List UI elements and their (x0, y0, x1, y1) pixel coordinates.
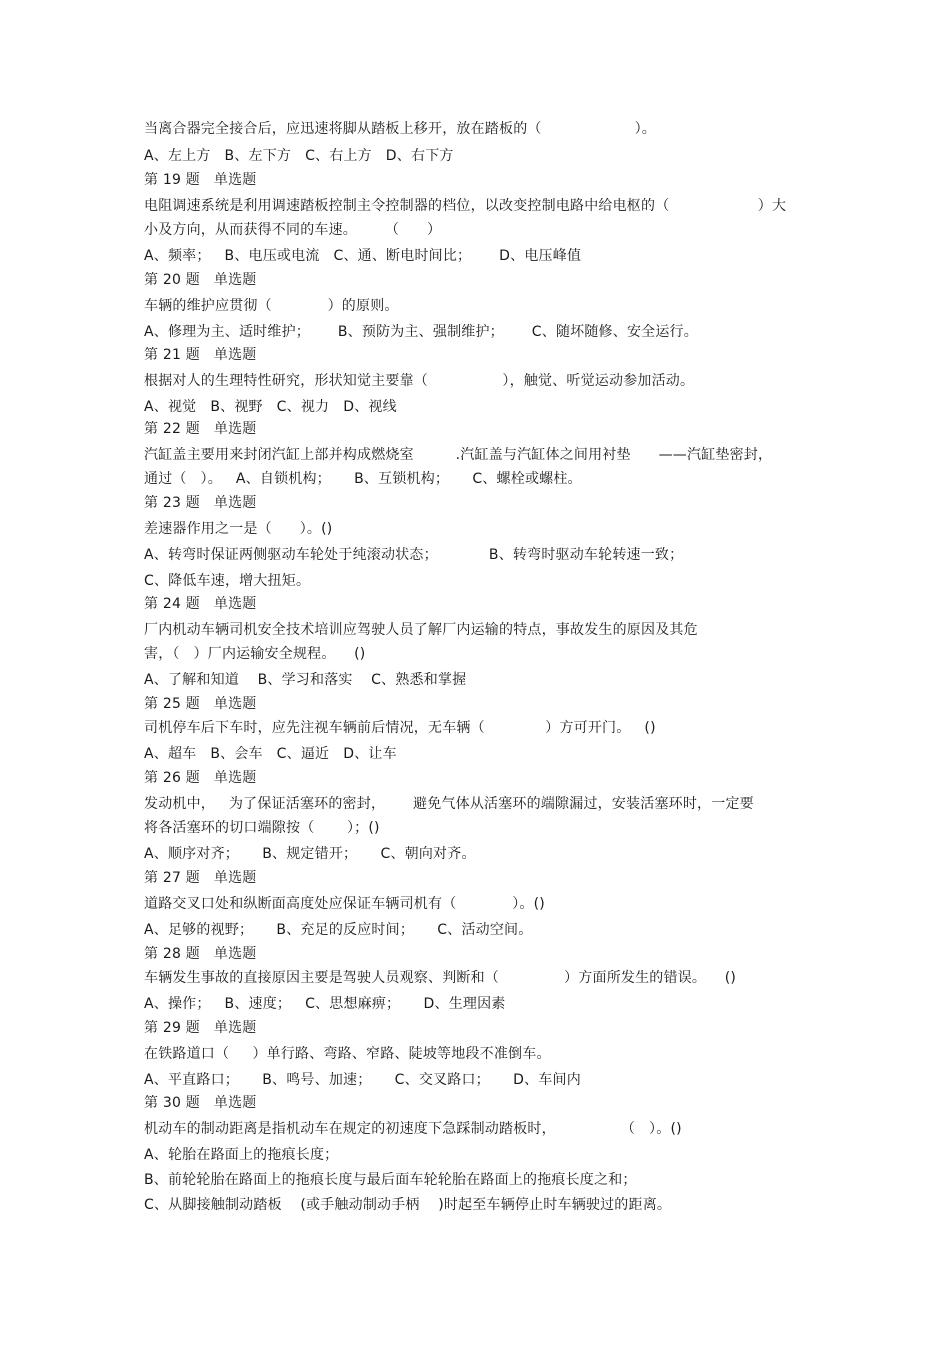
question-header: 第 24 题 单选题 (144, 596, 257, 612)
question-text: 根据对人的生理特性研究，形状知觉主要靠（ ），触觉、听觉运动参加活动。 (144, 373, 695, 389)
answer-options: C、降低车速，增大扭矩。 (144, 573, 311, 589)
question-text: 当离合器完全接合后，应迅速将脚从踏板上移开，放在踏板的（ ）。 (144, 121, 657, 137)
question-text: 车辆的维护应贯彻（ ）的原则。 (144, 298, 399, 314)
question-header: 第 21 题 单选题 (144, 347, 257, 363)
answer-options: A、视觉 B、视野 C、视力 D、视线 (144, 399, 397, 415)
answer-options: B、前轮轮胎在路面上的拖痕长度与最后面车轮轮胎在路面上的拖痕长度之和； (144, 1172, 637, 1188)
question-text: 汽缸盖主要用来封闭汽缸上部并构成燃烧室 .汽缸盖与汽缸体之间用衬垫 ——汽缸垫密封， (144, 447, 773, 463)
question-header: 第 23 题 单选题 (144, 495, 257, 511)
question-text: 小及方向，从而获得不同的车速。 （ ） (144, 222, 442, 238)
answer-options: A、左上方 B、左下方 C、右上方 D、右下方 (144, 148, 454, 164)
answer-options: A、轮胎在路面上的拖痕长度； (144, 1147, 339, 1163)
answer-options: A、顺序对齐； B、规定错开； C、朝向对齐。 (144, 846, 476, 862)
question-text: 厂内机动车辆司机安全技术培训应驾驶人员了解厂内运输的特点，事故发生的原因及其危 (144, 622, 698, 638)
answer-options: A、了解和知道 B、学习和落实 C、熟悉和掌握 (144, 672, 467, 688)
question-text: 发动机中， 为了保证活塞环的密封， 避免气体从活塞环的端隙漏过，安装活塞环时，一定要 (144, 796, 754, 812)
question-header: 第 19 题 单选题 (144, 172, 257, 188)
answer-options: A、操作； B、速度； C、思想麻痹； D、生理因素 (144, 996, 506, 1012)
answer-options: A、平直路口； B、鸣号、加速； C、交叉路口； D、车间内 (144, 1072, 581, 1088)
answer-options: A、足够的视野； B、充足的反应时间； C、活动空间。 (144, 922, 533, 938)
question-header: 第 28 题 单选题 (144, 946, 257, 962)
question-header: 第 26 题 单选题 (144, 770, 257, 786)
question-header: 第 20 题 单选题 (144, 272, 257, 288)
question-text: 车辆发生事故的直接原因主要是驾驶人员观察、判断和（ ）方面所发生的错误。 () (144, 970, 737, 986)
question-header: 第 25 题 单选题 (144, 696, 257, 712)
question-text: 差速器作用之一是（ ）。() (144, 521, 333, 537)
question-header: 第 30 题 单选题 (144, 1095, 257, 1111)
answer-options: A、转弯时保证两侧驱动车轮处于纯滚动状态； B、转弯时驱动车轮转速一致； (144, 547, 684, 563)
question-header: 第 29 题 单选题 (144, 1020, 257, 1036)
answer-options: A、频率； B、电压或电流 C、通、断电时间比； D、电压峰值 (144, 248, 582, 264)
question-text: 在铁路道口（ ）单行路、弯路、窄路、陡坡等地段不准倒车。 (144, 1046, 551, 1062)
question-header: 第 22 题 单选题 (144, 421, 257, 437)
answer-options: C、从脚接触制动踏板 (或手触动制动手柄 )时起至车辆停止时车辆驶过的距离。 (144, 1197, 672, 1213)
answer-options: A、超车 B、会车 C、逼近 D、让车 (144, 746, 397, 762)
question-text: 将各活塞环的切口端隙按（ ）；() (144, 820, 380, 836)
question-text: 机动车的制动距离是指机动车在规定的初速度下急踩制动踏板时， （ ）。() (144, 1121, 682, 1137)
answer-options: A、修理为主、适时维护； B、预防为主、强制维护； C、随坏随修、安全运行。 (144, 324, 698, 340)
question-text: 害，（ ）厂内运输安全规程。 () (144, 646, 366, 662)
question-header: 第 27 题 单选题 (144, 870, 257, 886)
question-text: 通过（ ）。 A、自锁机构； B、互锁机构； C、螺栓或螺柱。 (144, 471, 582, 487)
question-text: 电阻调速系统是利用调速踏板控制主令控制器的档位，以改变控制电路中给电枢的（ ）大 (144, 198, 787, 214)
question-text: 司机停车后下车时，应先注视车辆前后情况，无车辆（ ）方可开门。 () (144, 720, 656, 736)
question-text: 道路交叉口处和纵断面高度处应保证车辆司机有（ ）。() (144, 896, 545, 912)
